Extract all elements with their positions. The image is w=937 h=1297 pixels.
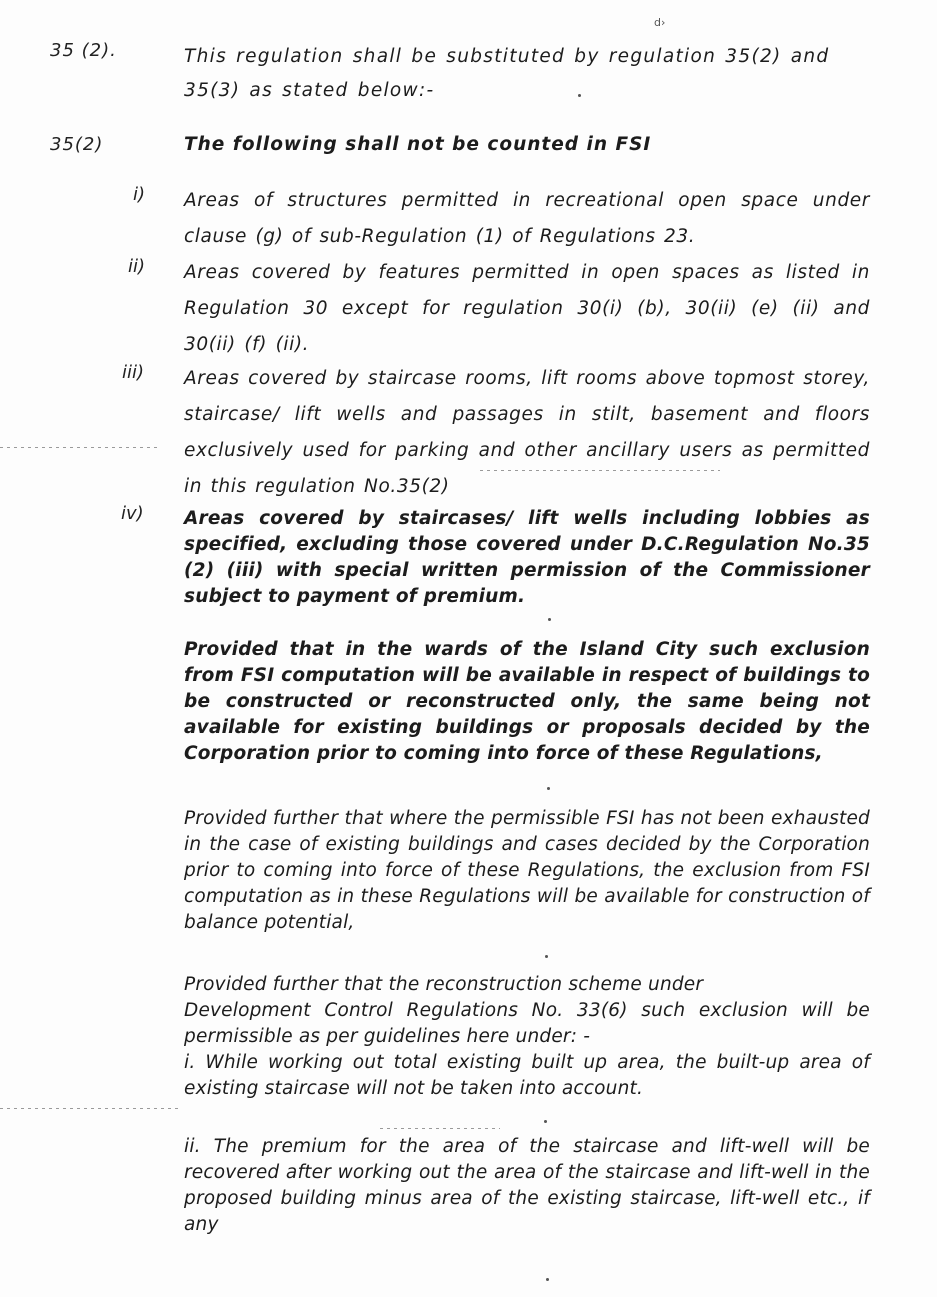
item-number-iii: iii)	[122, 362, 145, 383]
proviso-2: Provided further that where the permissible FSI has not been exhausted in the case of existing buildings and cases decided by the Corporation prior to coming into force of these Regulations, the exclusion from FSI computation as in these Regulations will be available for construction of balance potential,	[184, 808, 870, 933]
item-text-i: Areas of structures permitted in recreational open space under clause (g) of sub-Regulation (1) of Regulations 23.	[184, 190, 870, 247]
section-label-35-2-note: 35 (2).	[50, 40, 117, 61]
item-number-ii: ii)	[128, 256, 146, 277]
scan-speck	[548, 618, 551, 621]
scan-speck	[545, 955, 548, 958]
item-text-iv: Areas covered by staircases/ lift wells including lobbies as specified, excluding those covered under D.C.Regulation No.35 (2) (iii) with special written permission of the Commissioner subject to payment of premium.	[184, 508, 870, 607]
scan-noise-line	[480, 470, 720, 471]
substitution-note-line2: 35(3) as stated below:-	[184, 80, 435, 101]
scan-noise-line	[0, 447, 160, 448]
proviso-3-clause-ii: ii. The premium for the area of the staircase and lift-well will be recovered after working out the area of the staircase and lift-well in the proposed building minus area of the existing staircase, lift-well etc., if any	[184, 1136, 870, 1235]
page-marker: d›	[654, 16, 666, 29]
scan-speck	[547, 787, 550, 790]
substitution-note-line1: This regulation shall be substituted by regulation 35(2) and	[184, 46, 830, 67]
item-number-i: i)	[133, 184, 146, 205]
scan-speck	[578, 94, 581, 97]
section-label-35-2: 35(2)	[50, 134, 104, 155]
scan-speck	[544, 1120, 547, 1123]
proviso-1: Provided that in the wards of the Island City such exclusion from FSI computation will be available in respect of buildings to be constructed or reconstructed only, the same being not available for existing buildings or proposals decided by the Corporation prior to coming into force of these Regulations,	[184, 639, 870, 764]
proviso-3-clause-i: i. While working out total existing built up area, the built-up area of existing staircase will not be taken into account.	[184, 1052, 870, 1099]
substitution-note	[184, 40, 870, 108]
item-number-iv: iv)	[121, 503, 144, 524]
section-heading: The following shall not be counted in FSI	[184, 134, 652, 155]
scan-speck	[546, 1278, 549, 1281]
scan-noise-line	[0, 1108, 180, 1109]
proviso-3	[184, 972, 870, 1102]
scan-noise-line	[380, 1128, 500, 1129]
proviso-3-rest: Development Control Regulations No. 33(6) such exclusion will be permissible as per guidelines here under: -	[184, 1000, 870, 1047]
item-text-iii: Areas covered by staircase rooms, lift rooms above topmost storey, staircase/ lift wells and passages in stilt, basement and floors exclusively used for parking and other ancillary users as permitted in this regulation No.35(2)	[184, 368, 870, 497]
item-text-ii: Areas covered by features permitted in open spaces as listed in Regulation 30 except for regulation 30(i) (b), 30(ii) (e) (ii) and 30(ii) (f) (ii).	[184, 262, 870, 355]
proviso-3-line1: Provided further that the reconstruction scheme under	[184, 974, 704, 995]
